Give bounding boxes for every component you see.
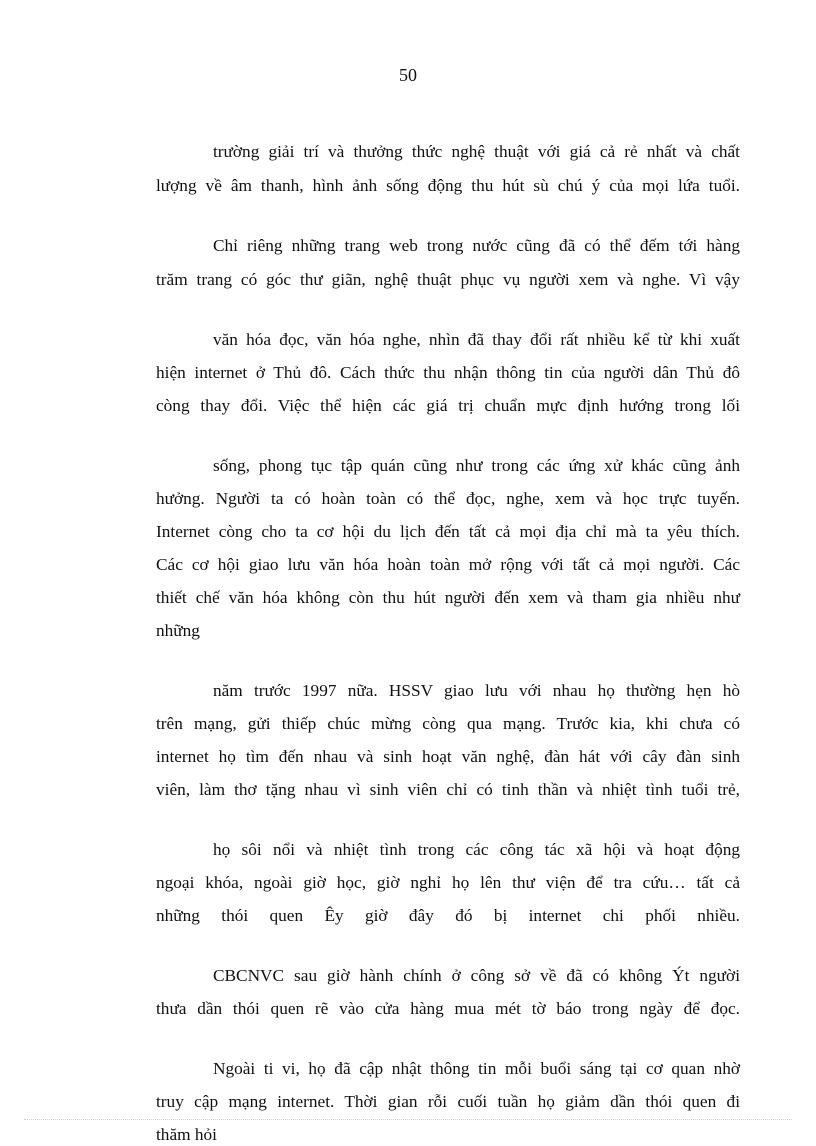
page-bottom-divider [24, 1119, 792, 1120]
text-line: những [156, 621, 200, 640]
text-line: CBCNVC sau giờ hành chính ở công sở về đã có không Ýt người [213, 966, 740, 985]
text-line: trên mạng, gửi thiếp chúc mừng còng qua mạng. Trước kia, khi chưa có [156, 714, 740, 733]
text-line: những thói quen Êy giờ đây đó bị internet chi phối nhiều. [156, 906, 740, 925]
text-line: Các cơ hội giao lưu văn hóa hoàn toàn mở rộng với tất cả mọi người. Các [156, 555, 740, 574]
text-line: Chỉ riêng những trang web trong nước cũng đã có thể đếm tới hàng [213, 236, 740, 255]
text-line: viên, làm thơ tặng nhau vì sinh viên chỉ có tinh thần và nhiệt tình tuổi trẻ, [156, 780, 740, 799]
body-text [156, 141, 740, 1146]
text-line: truy cập mạng internet. Thời gian rỗi cuối tuần họ giảm dần thói quen đi [156, 1092, 740, 1111]
text-line: ngoại khóa, ngoài giờ học, giờ nghỉ họ lên thư viện để tra cứu… tất cả [156, 873, 740, 892]
text-line: Internet còng cho ta cơ hội du lịch đến tất cả mọi địa chỉ mà ta yêu thích. [156, 522, 740, 541]
text-line: họ sôi nổi và nhiệt tình trong các công tác xã hội và hoạt động [213, 840, 740, 859]
text-line: hiện internet ở Thủ đô. Cách thức thu nhận thông tin của người dân Thủ đô [156, 363, 740, 382]
text-line: hưởng. Người ta có hoàn toàn có thể đọc, nghe, xem và học trực tuyến. [156, 489, 740, 508]
text-line: thăm hỏi [156, 1125, 217, 1144]
text-line: năm trước 1997 nữa. HSSV giao lưu với nhau họ thường hẹn hò [213, 681, 740, 700]
text-line: Ngoài ti vi, họ đã cập nhật thông tin mỗi buổi sáng tại cơ quan nhờ [213, 1059, 740, 1078]
text-line: thưa dần thói quen rẽ vào cửa hàng mua mét tờ báo trong ngày để đọc. [156, 999, 740, 1018]
page-number: 50 [399, 65, 417, 85]
text-line: văn hóa đọc, văn hóa nghe, nhìn đã thay đổi rất nhiều kể từ khi xuất [213, 330, 740, 349]
text-line: sống, phong tục tập quán cũng như trong các ứng xử khác cũng ảnh [213, 456, 740, 475]
text-line: trường giải trí và thưởng thức nghệ thuật với giá cả rẻ nhất và chất [213, 142, 740, 161]
text-line: internet họ tìm đến nhau và sinh hoạt văn nghệ, đàn hát với cây đàn sinh [156, 747, 740, 766]
text-line: thiết chế văn hóa không còn thu hút người đến xem và tham gia nhiều như [156, 588, 740, 607]
text-line: còng thay đổi. Việc thể hiện các giá trị chuẩn mực định hướng trong lối [156, 396, 740, 415]
text-line: lượng về âm thanh, hình ảnh sống động thu hút sù chú ý của mọi lứa tuổi. [156, 176, 740, 195]
text-line: trăm trang có góc thư giãn, nghệ thuật phục vụ người xem và nghe. Vì vậy [156, 270, 740, 289]
